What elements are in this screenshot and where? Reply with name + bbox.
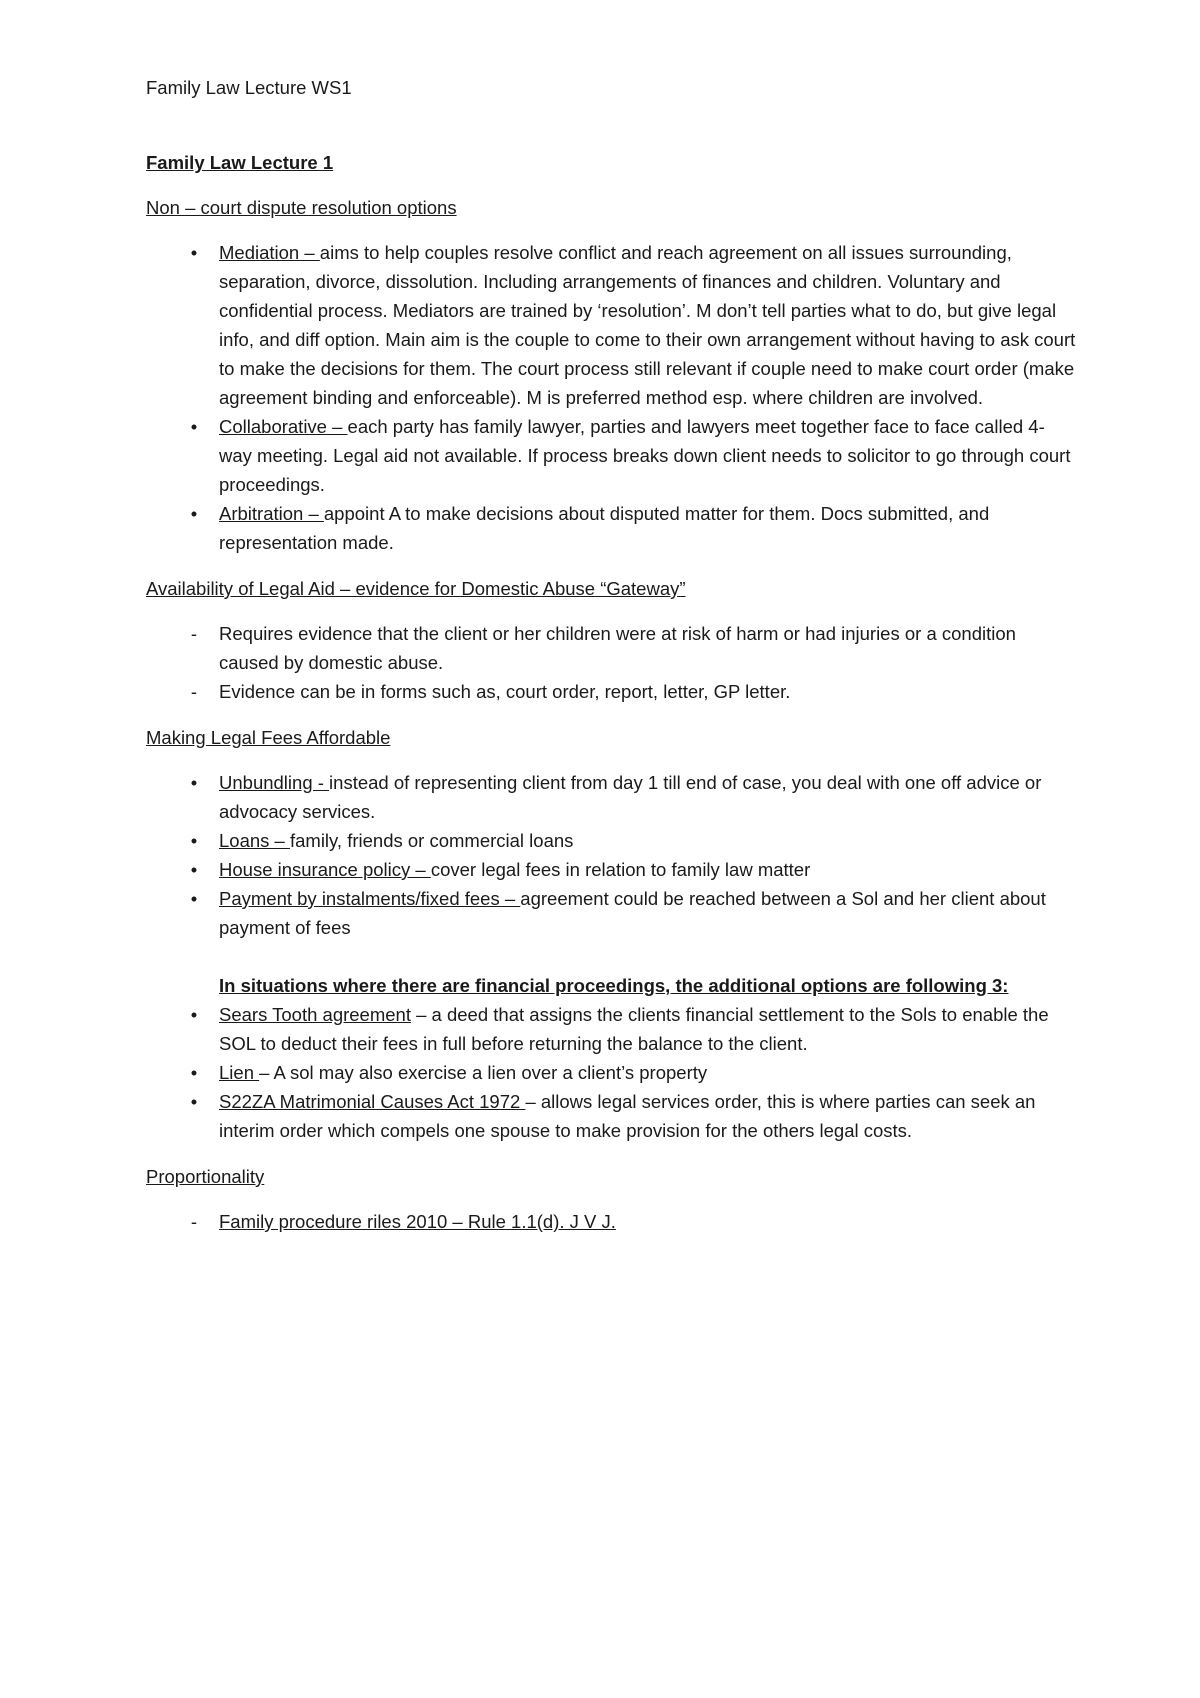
bullet-marker: • [190, 859, 198, 880]
bullet-list-legal-fees [146, 768, 1076, 942]
item-text: – a deed that assigns the clients financial settlement to the Sols to enable the SOL to deduct their fees in full before returning the balance to the client. [219, 1004, 1049, 1054]
item-label: House insurance policy – [219, 859, 431, 880]
item-text: – A sol may also exercise a lien over a client’s property [259, 1062, 708, 1083]
item-label: Unbundling - [219, 772, 330, 793]
item-text: cover legal fees in relation to family law matter [430, 859, 811, 880]
bullet-marker: • [190, 416, 198, 437]
bullet-marker: • [190, 503, 198, 524]
section-heading-legal-fees: Making Legal Fees Affordable [146, 727, 391, 748]
bullet-marker: • [190, 888, 198, 909]
list-item-arbitration [146, 499, 1076, 557]
item-text: family, friends or commercial loans [289, 830, 574, 851]
bullet-marker: • [190, 1004, 198, 1025]
bullet-marker: • [190, 1091, 198, 1112]
page-header: Family Law Lecture WS1 [146, 77, 352, 98]
dash-marker: - [190, 1211, 198, 1232]
bullet-marker: • [190, 1062, 198, 1083]
list-item-loans [146, 826, 1076, 855]
dash-marker: - [190, 681, 198, 702]
dash-list-proportionality [146, 1207, 1076, 1236]
list-item [146, 619, 1076, 677]
item-label: Arbitration – [219, 503, 324, 524]
financial-proceedings-subheading: In situations where there are financial proceedings, the additional options are following 3: [219, 975, 1009, 996]
item-text: Family procedure riles 2010 – Rule 1.1(d). J V J. [219, 1211, 616, 1232]
item-text: aims to help couples resolve conflict and reach agreement on all issues surrounding, separation, divorce, dissolution. Including arrangements of finances and children. Voluntary and confidential process. Mediators are trained by ‘resolution’. M don’t tell parties what to do, but give legal info, and diff option. Main aim is the couple to come to their own arrangement without having to ask court to make the decisions for them. The court process still relevant if couple need to make court order (make agreement binding and enforceable). M is preferred method esp. where children are involved. [219, 242, 1076, 408]
list-item [146, 677, 1076, 706]
item-label: Payment by instalments/fixed fees – [219, 888, 521, 909]
list-item-lien [146, 1058, 1076, 1087]
item-text: instead of representing client from day 1 till end of case, you deal with one off advice or advocacy services. [219, 772, 1042, 822]
list-item-unbundling [146, 768, 1076, 826]
list-item [146, 1207, 1076, 1236]
item-label: S22ZA Matrimonial Causes Act 1972 [219, 1091, 526, 1112]
list-item-payment-instalments [146, 884, 1076, 942]
item-label: Mediation – [219, 242, 320, 263]
bullet-marker: • [190, 242, 198, 263]
list-item-sears-tooth [146, 1000, 1076, 1058]
item-label: Lien [219, 1062, 260, 1083]
item-label: Loans – [219, 830, 290, 851]
item-text: – allows legal services order, this is where parties can seek an interim order which compels one spouse to make provision for the others legal costs. [219, 1091, 1036, 1141]
section-heading-proportionality: Proportionality [146, 1166, 265, 1187]
bullet-list-financial-options [146, 1000, 1076, 1145]
item-text: appoint A to make decisions about disputed matter for them. Docs submitted, and representation made. [219, 503, 990, 553]
item-text: Requires evidence that the client or her children were at risk of harm or had injuries or a condition caused by domestic abuse. [219, 623, 1016, 673]
item-label: Sears Tooth agreement [219, 1004, 411, 1025]
document-body [146, 148, 1076, 1236]
bullet-list-non-court-options [146, 238, 1076, 557]
list-item-house-insurance [146, 855, 1076, 884]
dash-marker: - [190, 623, 198, 644]
list-item-mediation [146, 238, 1076, 412]
bullet-marker: • [190, 772, 198, 793]
dash-list-legal-aid [146, 619, 1076, 706]
list-item-collaborative [146, 412, 1076, 499]
section-heading-non-court-options: Non – court dispute resolution options [146, 197, 457, 218]
item-label: Collaborative – [219, 416, 348, 437]
item-text: each party has family lawyer, parties and lawyers meet together face to face called 4-way meeting. Legal aid not available. If process breaks down client needs to solicitor to go through court proceedings. [219, 416, 1071, 495]
list-item-s22za [146, 1087, 1076, 1145]
item-text: agreement could be reached between a Sol and her client about payment of fees [219, 888, 1046, 938]
item-text: Evidence can be in forms such as, court order, report, letter, GP letter. [219, 681, 791, 702]
bullet-marker: • [190, 830, 198, 851]
document-title: Family Law Lecture 1 [146, 152, 334, 173]
section-heading-legal-aid: Availability of Legal Aid – evidence for Domestic Abuse “Gateway” [146, 578, 686, 599]
